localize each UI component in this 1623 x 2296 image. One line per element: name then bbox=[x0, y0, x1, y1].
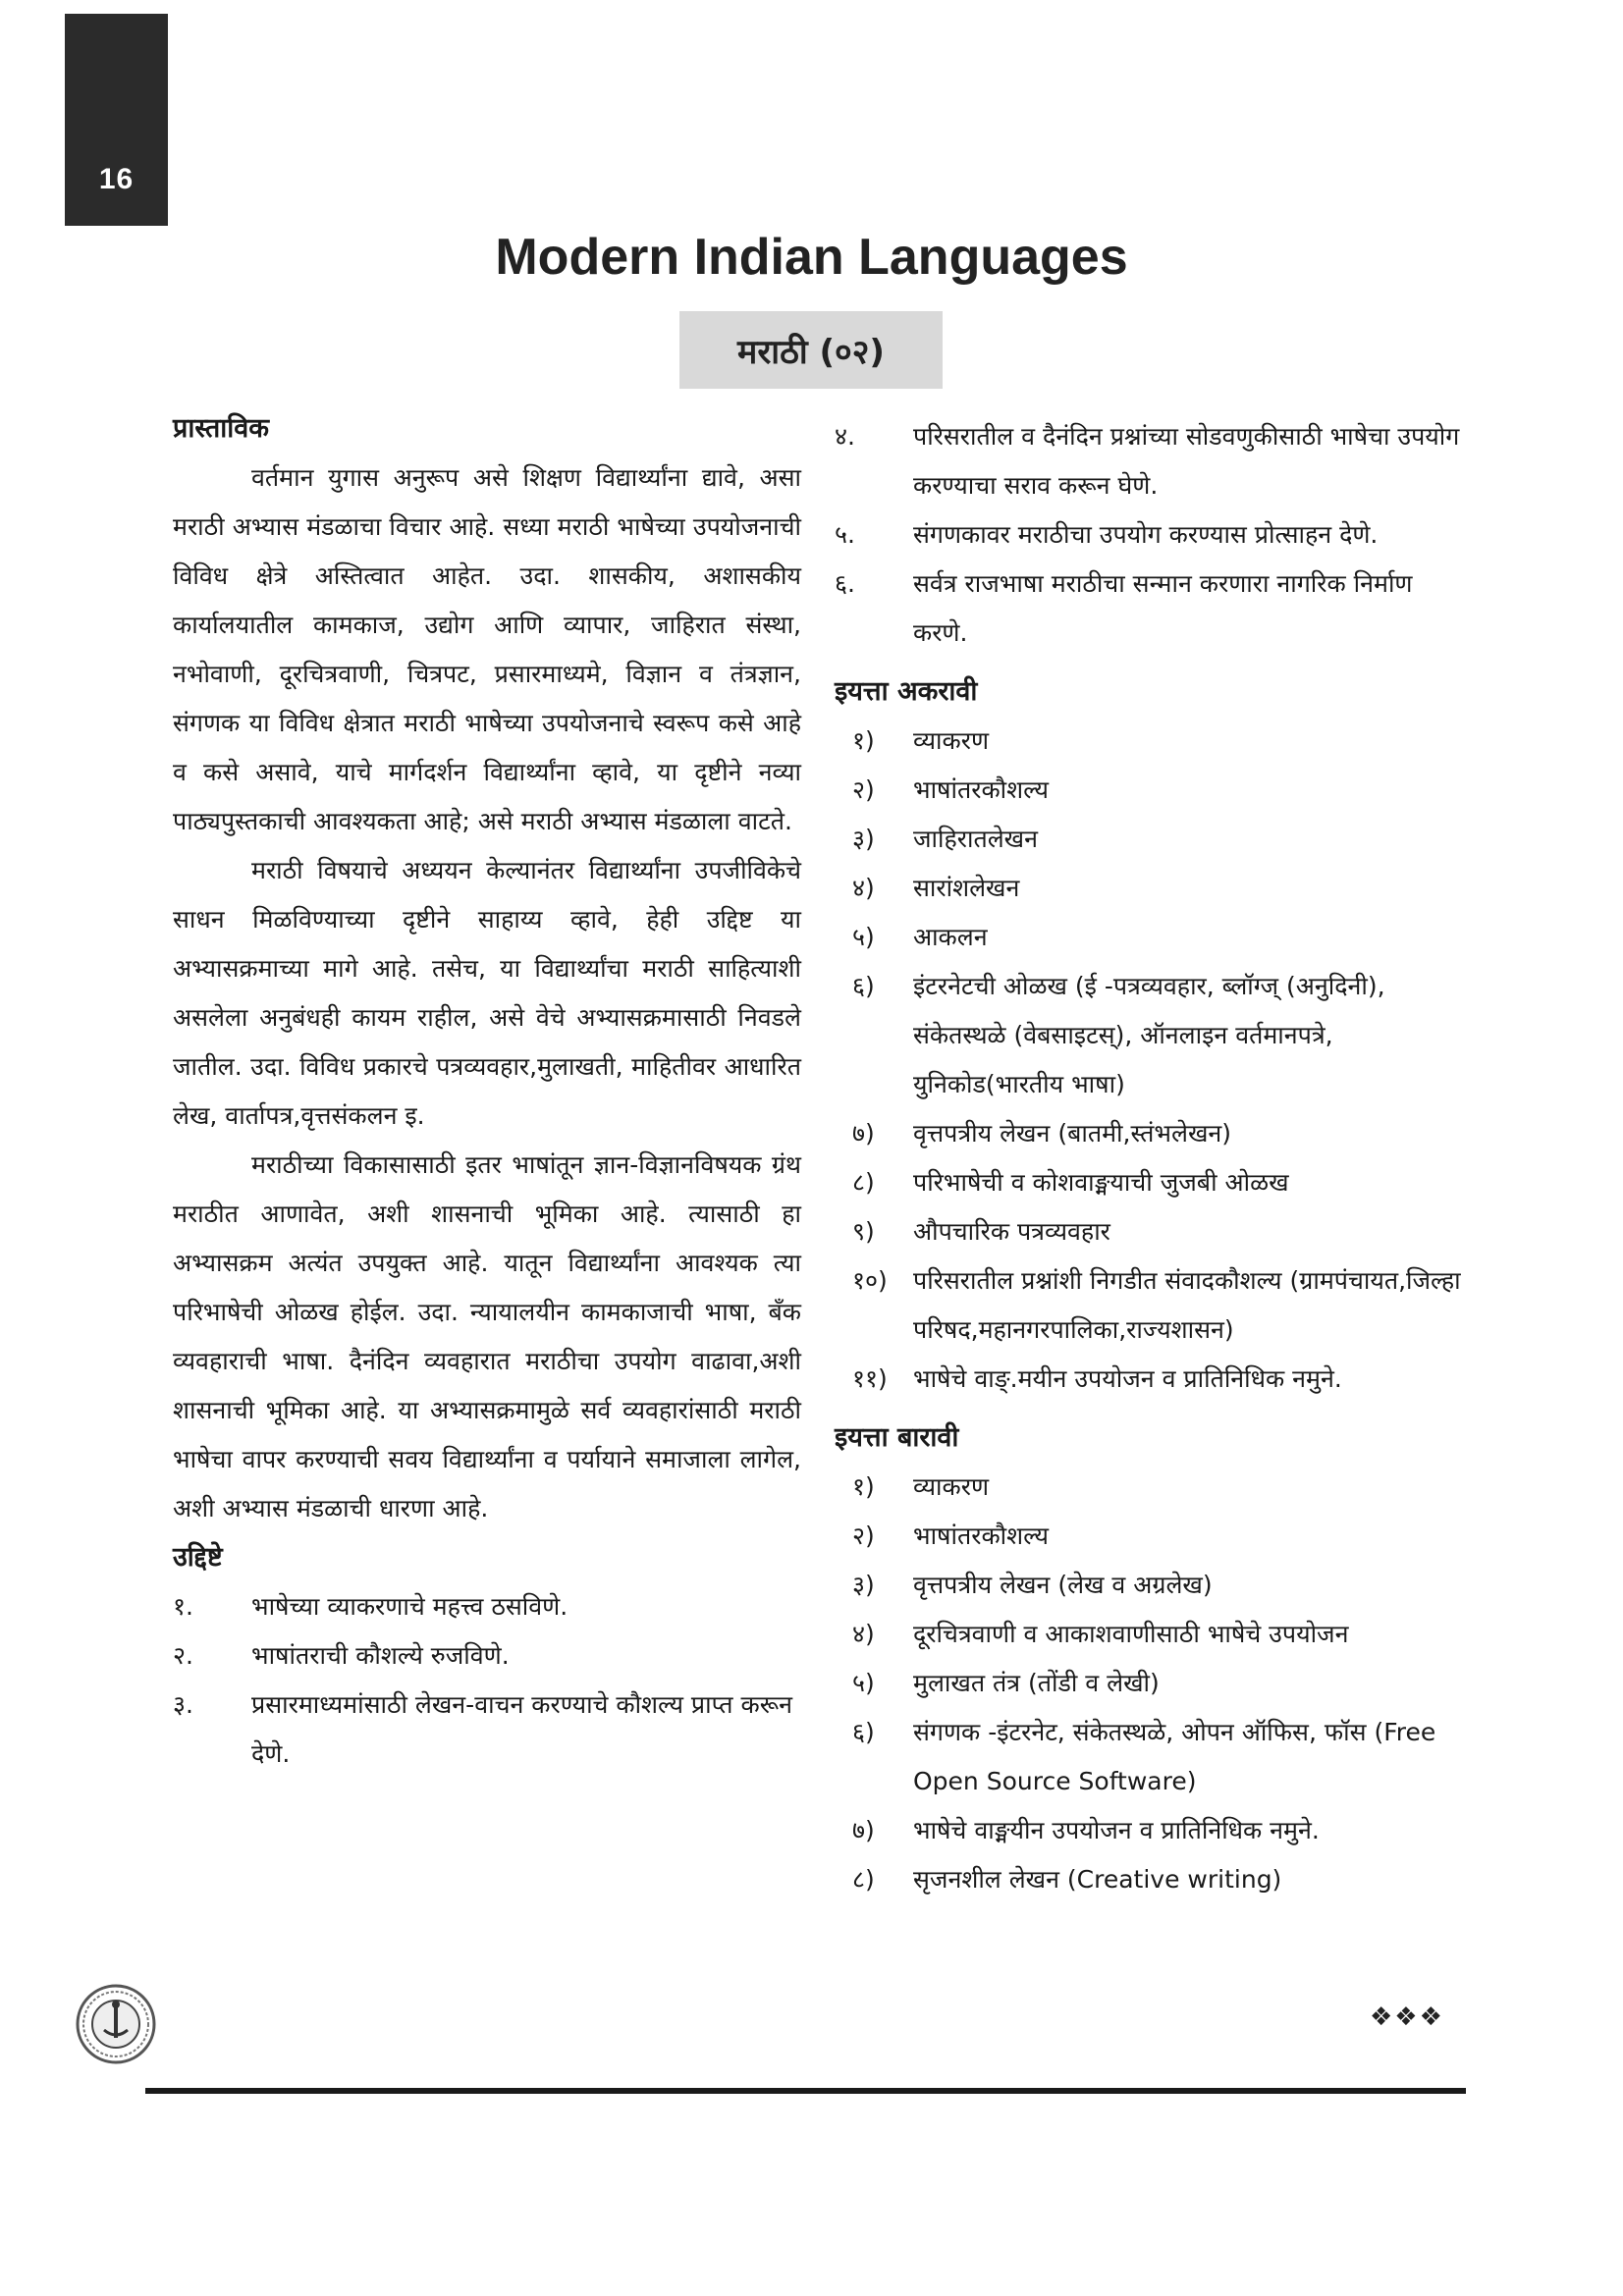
list-number: २) bbox=[852, 775, 875, 804]
list-number: ४. bbox=[835, 422, 855, 451]
list-item bbox=[835, 815, 1463, 864]
list-item bbox=[835, 1158, 1463, 1207]
list-number: १. bbox=[173, 1592, 193, 1621]
list-number: ३. bbox=[173, 1690, 193, 1719]
list-item bbox=[835, 1855, 1463, 1904]
subject-label: मराठी (०२) bbox=[679, 311, 943, 389]
list-number: ३) bbox=[852, 825, 875, 853]
intro-heading: प्रास्ताविक bbox=[173, 413, 269, 444]
list-item bbox=[835, 1659, 1463, 1708]
board-seal-icon bbox=[75, 1983, 157, 2065]
list-item bbox=[835, 510, 1463, 560]
list-item bbox=[835, 1806, 1463, 1855]
page-number: 16 bbox=[98, 163, 135, 195]
list-item bbox=[835, 560, 1463, 658]
std12-list bbox=[835, 1463, 1463, 1904]
list-text: परिभाषेची व कोशवाङ्मयाची जुजबी ओळख bbox=[913, 1168, 1289, 1197]
list-text: भाषांतरकौशल्य bbox=[913, 775, 1050, 804]
list-number: १०) bbox=[852, 1266, 888, 1295]
list-text: परिसरातील व दैनंदिन प्रश्नांच्या सोडवणुकीसाठी भाषेचा उपयोग करण्याचा सराव करून घेणे. bbox=[913, 422, 1460, 500]
list-text: भाषेचे वाङ्.मयीन उपयोजन व प्रातिनिधिक नमुने. bbox=[913, 1364, 1342, 1393]
list-item bbox=[835, 913, 1463, 962]
list-text: वृत्तपत्रीय लेखन (बातमी,स्तंभलेखन) bbox=[913, 1119, 1232, 1148]
list-number: ३) bbox=[852, 1571, 875, 1599]
list-item bbox=[835, 1355, 1463, 1404]
footer-rule bbox=[145, 2088, 1466, 2094]
list-number: ४) bbox=[852, 1620, 875, 1648]
list-text: भाषांतराची कौशल्ये रुजविणे. bbox=[251, 1641, 510, 1670]
list-text: मुलाखत तंत्र (तोंडी व लेखी) bbox=[913, 1669, 1160, 1697]
list-text: व्याकरण bbox=[913, 726, 990, 755]
list-item bbox=[173, 1631, 801, 1681]
page-title: Modern Indian Languages bbox=[495, 229, 1128, 286]
list-text: इंटरनेटची ओळख (ई -पत्रव्यवहार, ब्लॉग्ज् (अनुदिनी), संकेतस्थळे (वेबसाइटस्), ऑनलाइन वर्तमानपत्रे, युनिकोड(भारतीय भाषा) bbox=[913, 972, 1385, 1098]
list-text: भाषेच्या व्याकरणाचे महत्त्व ठसविणे. bbox=[251, 1592, 568, 1621]
list-number: ८) bbox=[852, 1168, 875, 1197]
list-item bbox=[173, 1582, 801, 1631]
objectives-list bbox=[173, 1582, 801, 1779]
list-number: ५. bbox=[835, 520, 855, 549]
list-text: संगणकावर मराठीचा उपयोग करण्यास प्रोत्साहन देणे. bbox=[913, 520, 1379, 549]
intro-paragraph: मराठीच्या विकासासाठी इतर भाषांतून ज्ञान-विज्ञानविषयक ग्रंथ मराठीत आणावेत, अशी शासनाची भूमिका आहे. त्यासाठी हा अभ्यासक्रम अत्यंत उपयुक्त आहे. यातून विद्यार्थ्यांना आवश्यक त्या परिभाषेची ओळख होईल. उदा. न्यायालयीन कामकाजाची भाषा, बँक व्यवहाराची भाषा. दैनंदिन व्यवहारात मराठीचा उपयोग वाढावा,अशी शासनाची भूमिका आहे. या अभ्यासक्रमामुळे सर्व व्यवहारांसाठी मराठी भाषेचा वापर करण्याची सवय विद्यार्थ्यांना व पर्यायाने समाजाला लागेल, अशी अभ्यास मंडळाची धारणा आहे. bbox=[173, 1150, 801, 1522]
list-text: भाषांतरकौशल्य bbox=[913, 1522, 1050, 1550]
list-item bbox=[835, 766, 1463, 815]
list-text: व्याकरण bbox=[913, 1472, 990, 1501]
end-ornament: ❖❖❖ bbox=[1370, 2002, 1444, 2032]
list-number: ८) bbox=[852, 1865, 875, 1894]
list-text: संगणक -इंटरनेट, संकेतस्थळे, ओपन ऑफिस, फॉस (Free Open Source Software) bbox=[913, 1718, 1436, 1795]
std11-list bbox=[835, 717, 1463, 1404]
list-number: ६. bbox=[835, 569, 855, 598]
list-number: ११) bbox=[852, 1364, 888, 1393]
std12-heading: इयत्ता बारावी bbox=[835, 1422, 959, 1453]
list-item bbox=[835, 864, 1463, 913]
list-number: ७) bbox=[852, 1119, 875, 1148]
list-item bbox=[835, 1463, 1463, 1512]
list-item bbox=[835, 1109, 1463, 1158]
list-text: प्रसारमाध्यमांसाठी लेखन-वाचन करण्याचे कौशल्य प्राप्त करून देणे. bbox=[251, 1690, 793, 1768]
list-number: ५) bbox=[852, 1669, 875, 1697]
objectives-heading: उद्दिष्टे bbox=[173, 1542, 223, 1573]
std11-heading: इयत्ता अकरावी bbox=[835, 676, 978, 707]
list-item bbox=[835, 412, 1463, 510]
list-item bbox=[835, 717, 1463, 766]
list-item bbox=[835, 962, 1463, 1109]
list-number: ६) bbox=[852, 972, 875, 1000]
list-item bbox=[835, 1207, 1463, 1256]
objectives-list-continued bbox=[835, 412, 1463, 658]
list-text: सृजनशील लेखन (Creative writing) bbox=[913, 1865, 1282, 1894]
list-item bbox=[173, 1681, 801, 1779]
list-text: परिसरातील प्रश्नांशी निगडीत संवादकौशल्य (ग्रामपंचायत,जिल्हा परिषद,महानगरपालिका,राज्यशासन) bbox=[913, 1266, 1461, 1344]
list-number: ६) bbox=[852, 1718, 875, 1746]
list-text: वृत्तपत्रीय लेखन (लेख व अग्रलेख) bbox=[913, 1571, 1213, 1599]
list-item bbox=[835, 1561, 1463, 1610]
list-text: सर्वत्र राजभाषा मराठीचा सन्मान करणारा नागरिक निर्माण करणे. bbox=[913, 569, 1413, 647]
list-number: ४) bbox=[852, 874, 875, 902]
list-text: औपचारिक पत्रव्यवहार bbox=[913, 1217, 1110, 1246]
list-text: सारांशलेखन bbox=[913, 874, 1020, 902]
list-text: आकलन bbox=[913, 923, 988, 951]
list-number: ५) bbox=[852, 923, 875, 951]
list-item bbox=[835, 1256, 1463, 1355]
list-number: ९) bbox=[852, 1217, 875, 1246]
list-item bbox=[835, 1512, 1463, 1561]
list-number: १) bbox=[852, 726, 875, 755]
list-number: २) bbox=[852, 1522, 875, 1550]
left-column bbox=[173, 404, 801, 1779]
right-column bbox=[835, 412, 1463, 1904]
list-text: दूरचित्रवाणी व आकाशवाणीसाठी भाषेचे उपयोजन bbox=[913, 1620, 1349, 1648]
list-number: १) bbox=[852, 1472, 875, 1501]
list-item bbox=[835, 1610, 1463, 1659]
intro-paragraph: मराठी विषयाचे अध्ययन केल्यानंतर विद्यार्थ्यांना उपजीविकेचे साधन मिळविण्याच्या दृष्टीने साहाय्य व्हावे, हेही उद्दिष्ट या अभ्यासक्रमाच्या मागे आहे. तसेच, या विद्यार्थ्यांचा मराठी साहित्याशी असलेला अनुबंधही कायम राहील, असे वेचे अभ्यासक्रमासाठी निवडले जातील. उदा. विविध प्रकारचे पत्रव्यवहार,मुलाखती, माहितीवर आधारित लेख, वार्तापत्र,वृत्तसंकलन इ. bbox=[173, 856, 801, 1130]
list-number: २. bbox=[173, 1641, 193, 1670]
list-item bbox=[835, 1708, 1463, 1806]
list-number: ७) bbox=[852, 1816, 875, 1844]
intro-paragraph: वर्तमान युगास अनुरूप असे शिक्षण विद्यार्थ्यांना द्यावे, असा मराठी अभ्यास मंडळाचा विचार आहे. सध्या मराठी भाषेच्या उपयोजनाची विविध क्षेत्रे अस्तित्वात आहेत. उदा. शासकीय, अशासकीय कार्यालयातील कामकाज, उद्योग आणि व्यापार, जाहिरात संस्था, नभोवाणी, दूरचित्रवाणी, चित्रपट, प्रसारमाध्यमे, विज्ञान व तंत्रज्ञान, संगणक या विविध क्षेत्रात मराठी भाषेच्या उपयोजनाचे स्वरूप कसे आहे व कसे असावे, याचे मार्गदर्शन विद्यार्थ्यांना व्हावे, या दृष्टीने नव्या पाठ्यपुस्तकाची आवश्यकता आहे; असे मराठी अभ्यास मंडळाला वाटते. bbox=[173, 463, 801, 835]
page-number-tab bbox=[65, 14, 168, 226]
list-text: जाहिरातलेखन bbox=[913, 825, 1039, 853]
list-text: भाषेचे वाङ्मयीन उपयोजन व प्रातिनिधिक नमुने. bbox=[913, 1816, 1320, 1844]
